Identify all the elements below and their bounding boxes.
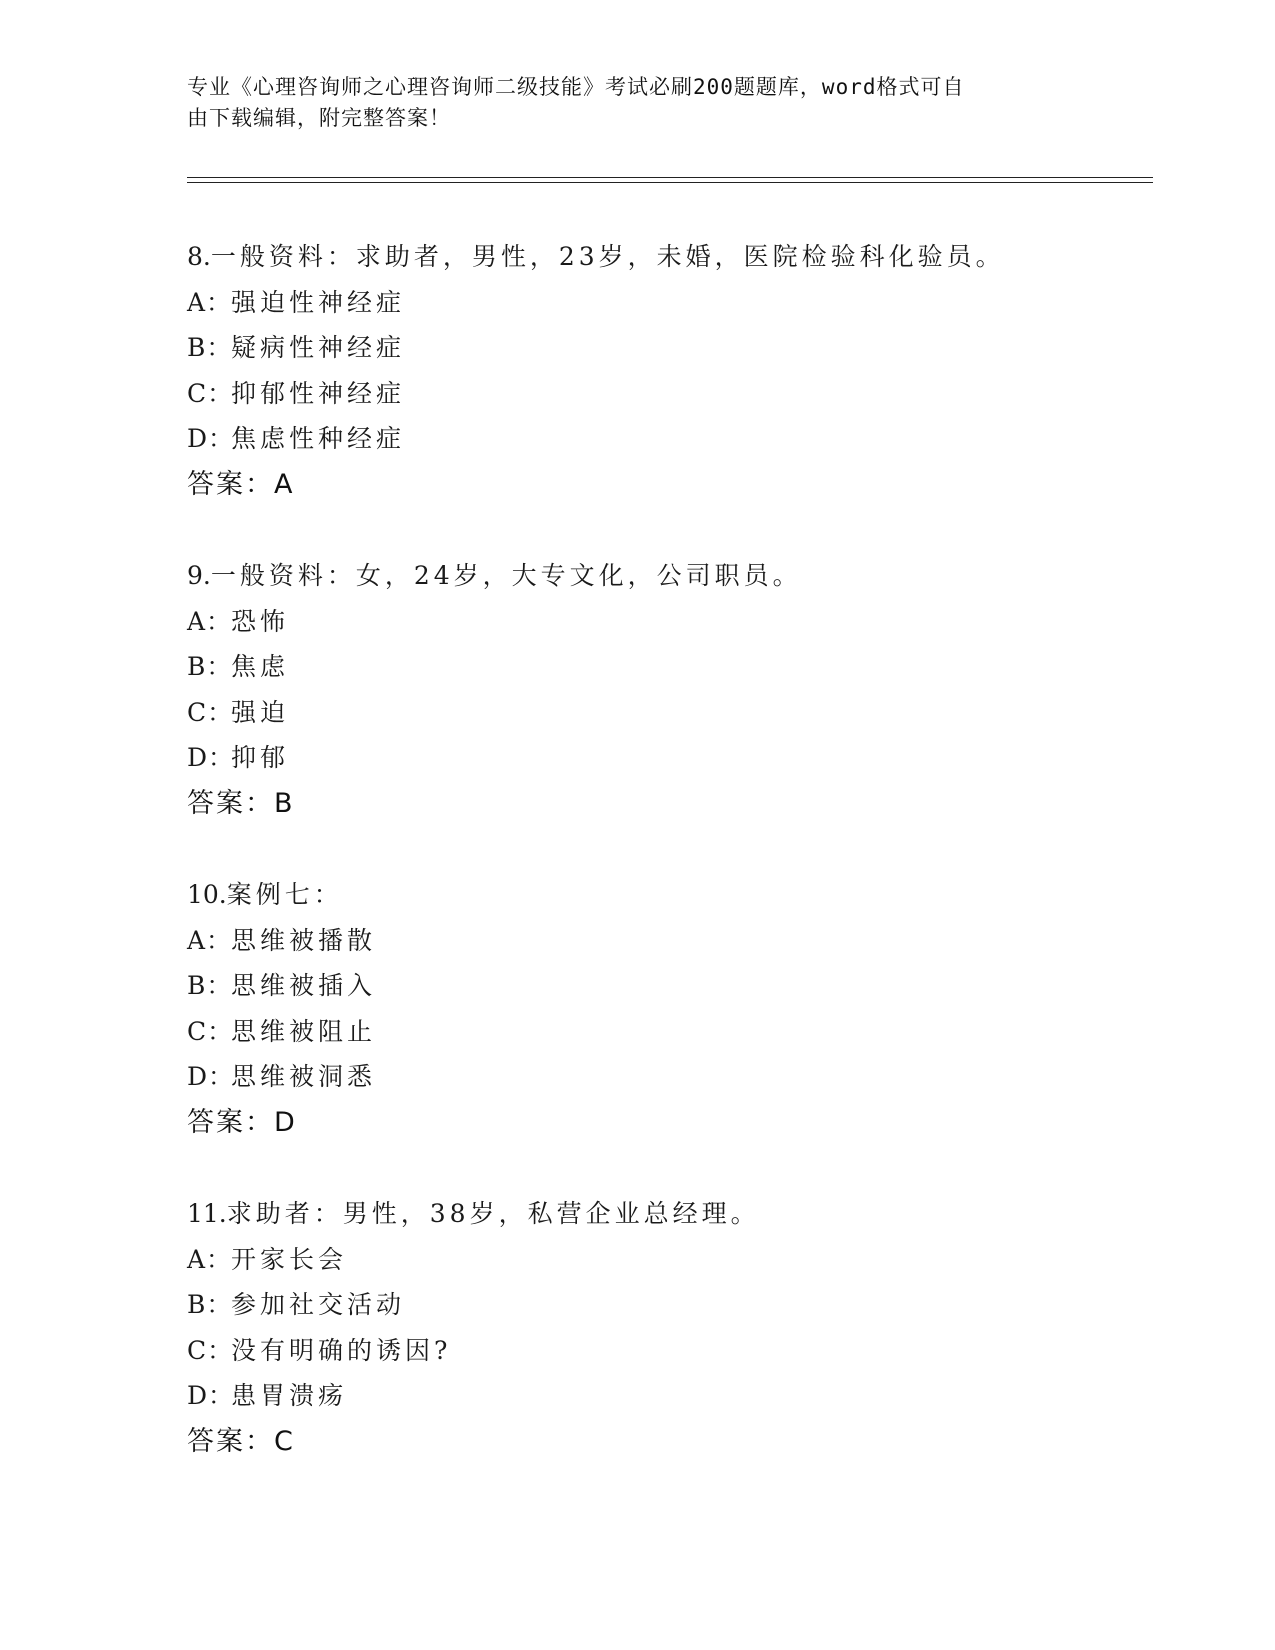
option-a [187,599,1147,645]
option-key: B： [187,1290,233,1319]
option-key: B： [187,333,233,362]
question-stem [187,872,1147,918]
header-line-2: 由下载编辑，附完整答案！ [187,106,451,130]
option-text: 强迫性神经症 [231,287,406,317]
option-key: A： [187,1244,233,1274]
header-line-1: 专业《心理咨询师之心理咨询师二级技能》考试必刷200题题库，word格式可自 [187,75,965,99]
option-b [187,963,1147,1009]
question-number: 11. [187,1199,227,1228]
question-10 [187,872,1147,1145]
question-number: 10. [187,880,227,909]
option-key: D： [187,1062,235,1091]
question-list [187,234,1147,1510]
option-d [187,416,1147,462]
option-c [187,371,1147,417]
option-key: C： [187,378,234,408]
answer-line: 答案：C [187,1425,295,1457]
question-stem [187,1191,1147,1237]
option-d [187,1054,1147,1100]
option-text: 焦虑 [231,652,290,681]
option-key: A： [187,287,233,317]
question-number: 8. [187,242,211,271]
question-number: 9. [187,561,211,590]
option-a [187,918,1147,964]
question-stem [187,234,1147,280]
option-a [187,1237,1147,1283]
option-text: 抑郁性神经症 [231,378,406,408]
question-text: 案例七： [226,880,343,909]
option-text: 开家长会 [231,1244,348,1274]
option-text: 疑病性神经症 [231,333,406,362]
option-key: C： [187,1016,234,1046]
option-c [187,1009,1147,1055]
question-text: 一般资料：女，24岁，大专文化，公司职员。 [210,561,802,590]
option-text: 思维被洞悉 [231,1062,377,1091]
option-text: 思维被阻止 [231,1016,377,1046]
question-11 [187,1191,1147,1464]
option-key: A： [187,925,233,955]
header-divider-bottom [187,182,1153,183]
option-c [187,690,1147,736]
question-9 [187,553,1147,826]
answer-line: 答案：A [187,468,295,500]
option-d [187,1373,1147,1419]
option-d [187,735,1147,781]
question-text: 一般资料：求助者，男性，23岁，未婚，医院检验科化验员。 [210,242,1005,271]
option-b [187,325,1147,371]
option-a [187,280,1147,326]
question-8 [187,234,1147,507]
question-stem [187,553,1147,599]
option-key: B： [187,971,233,1000]
option-text: 思维被插入 [231,971,377,1000]
option-key: D： [187,424,235,453]
option-text: 恐怖 [231,606,290,636]
option-key: C： [187,697,234,727]
document-header [187,72,1067,134]
option-text: 抑郁 [231,743,290,772]
option-text: 强迫 [231,697,290,727]
option-text: 焦虑性种经症 [231,424,406,453]
option-key: B： [187,652,233,681]
question-text: 求助者：男性，38岁，私营企业总经理。 [226,1199,760,1228]
option-b [187,644,1147,690]
answer-line: 答案：B [187,787,295,819]
option-key: D： [187,743,235,772]
option-c [187,1328,1147,1374]
answer-line: 答案：D [187,1106,297,1138]
header-divider-top [187,177,1153,178]
option-key: A： [187,606,233,636]
option-key: C： [187,1335,234,1365]
option-text: 患胃溃疡 [231,1381,348,1410]
option-text: 思维被播散 [231,925,377,955]
option-text: 参加社交活动 [231,1290,406,1319]
option-b [187,1282,1147,1328]
option-text: 没有明确的诱因? [231,1335,452,1365]
option-key: D： [187,1381,235,1410]
